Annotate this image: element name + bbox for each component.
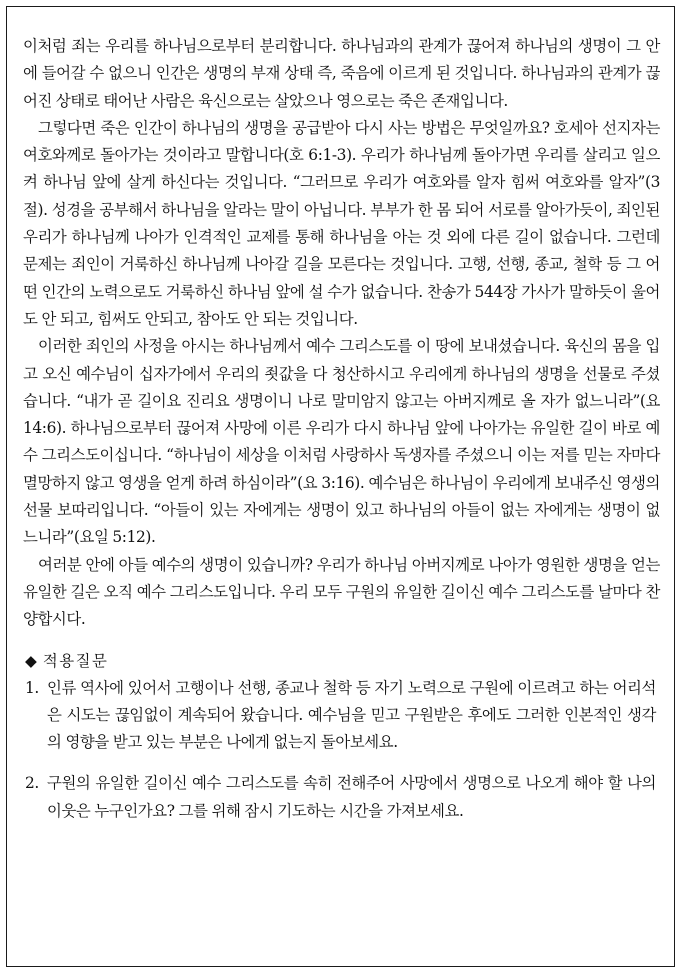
question-text: 구원의 유일한 길이신 예수 그리스도를 속히 전해주어 사망에서 생명으로 나오게 해야 할 나의 이웃은 누구인가요? 그를 위해 잠시 기도하는 시간을 가져보세요. <box>47 774 656 820</box>
question-item-1 <box>23 675 660 757</box>
section-heading <box>25 648 660 675</box>
question-item-2 <box>23 770 660 825</box>
paragraph-1: 이처럼 죄는 우리를 하나님으로부터 분리합니다. 하나님과의 관계가 끊어져 하나님의 생명이 그 안에 들어갈 수 없으니 인간은 생명의 부재 상태 즉, 죽음에 이르게 된 것입니다. 하나님과의 관계가 끊어진 상태로 태어난 사람은 육신으로는 살았으나 영으로는 죽은 존재입니다. <box>23 37 660 110</box>
paragraph-3: 이러한 죄인의 사정을 아시는 하나님께서 예수 그리스도를 이 땅에 보내셨습니다. 육신의 몸을 입고 오신 예수님이 십자가에서 우리의 죗값을 다 청산하시고 우리에게 하나님의 생명을 선물로 주셨습니다. “내가 곧 길이요 진리요 생명이니 나로 말미암지 않고는 아버지께로 올 자가 없느니라”(요 14:6). 하나님으로부터 끊어져 사망에 이른 우리가 다시 하나님 앞에 나아가는 유일한 길이 바로 예수 그리스도이십니다. “하나님이 세상을 이처럼 사랑하사 독생자를 주셨으니 이는 저를 믿는 자마다 멸망하지 않고 영생을 얻게 하려 하심이라”(요 3:16). 예수님은 하나님이 우리에게 보내주신 영생의 선물 보따리입니다. “아들이 있는 자에게는 생명이 있고 하나님의 아들이 없는 자에게는 생명이 없느니라”(요일 5:12). <box>23 337 660 547</box>
question-number: 1. <box>25 678 39 697</box>
question-text: 인류 역사에 있어서 고행이나 선행, 종교나 철학 등 자기 노력으로 구원에 이르려고 하는 어리석은 시도는 끊임없이 계속되어 왔습니다. 예수님을 믿고 구원받은 후에도 그러한 인본적인 생각의 영향을 받고 있는 부분은 나에게 없는지 돌아보세요. <box>47 678 656 752</box>
paragraph-2: 그렇다면 죽은 인간이 하나님의 생명을 공급받아 다시 사는 방법은 무엇일까요? 호세아 선지자는 여호와께로 돌아가는 것이라고 말합니다(호 6:1-3). 우리가 하나님께 돌아가면 우리를 살리고 일으켜 하나님 앞에 살게 하신다는 것입니다. “그러므로 우리가 여호와를 알자 힘써 여호와를 알자”(3절). 성경을 공부해서 하나님을 알라는 말이 아닙니다. 부부가 한 몸 되어 서로를 알아가듯이, 죄인된 우리가 하나님께 나아가 인격적인 교제를 통해 하나님을 아는 것 외에 다른 길이 없습니다. 그런데 문제는 죄인이 거룩하신 하나님께 나아갈 길을 모른다는 것입니다. 고행, 선행, 종교, 철학 등 그 어떤 인간의 노력으로도 거룩하신 하나님 앞에 설 수가 없습니다. 찬송가 544장 가사가 말하듯이 울어도 안 되고, 힘써도 안되고, 참아도 안 되는 것입니다. <box>23 118 660 328</box>
sermon-body <box>23 33 660 634</box>
question-number: 2. <box>25 774 39 793</box>
paragraph-4: 여러분 안에 아들 예수의 생명이 있습니까? 우리가 하나님 아버지께로 나아가 영원한 생명을 얻는 유일한 길은 오직 예수 그리스도입니다. 우리 모두 구원의 유일한 길이신 예수 그리스도를 날마다 찬양합시다. <box>23 555 660 629</box>
document-page <box>6 6 675 967</box>
section-title: 적용질문 <box>42 651 109 670</box>
diamond-bullet-icon: ◆ <box>25 651 37 670</box>
application-questions-section <box>23 648 660 825</box>
